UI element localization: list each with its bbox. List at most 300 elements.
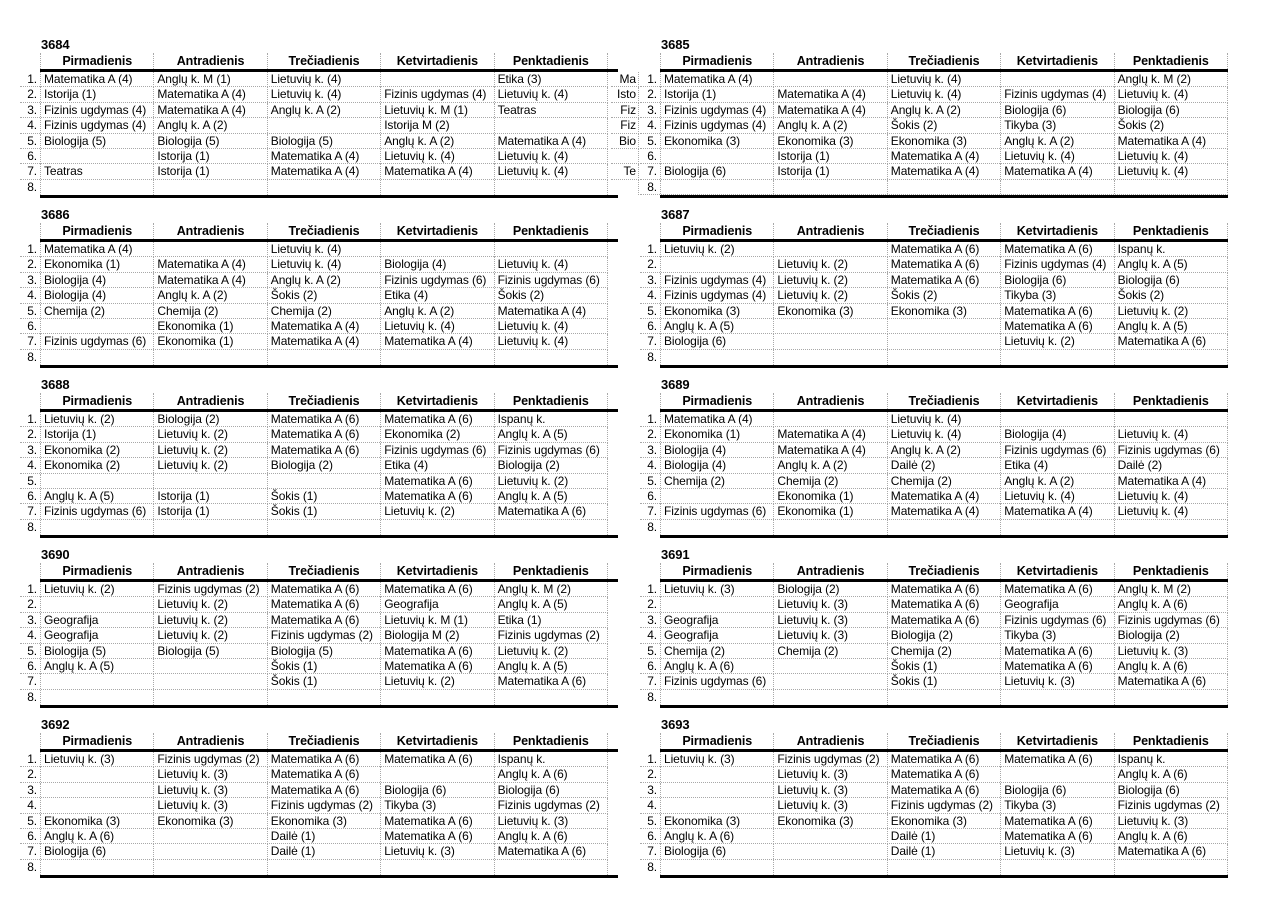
row-number: 6.: [647, 828, 657, 843]
lesson-cell: Tikyba (3): [1000, 798, 1113, 813]
lesson-cell: [1000, 412, 1113, 427]
lesson-cell: Lietuvių k. (2): [40, 582, 153, 597]
class-timetable-3688: [20, 377, 608, 547]
lesson-cell: Fizinis ugdymas (2): [494, 628, 607, 643]
lesson-cell: Matematika A (4): [153, 87, 266, 102]
lesson-cell: Biologija (6): [660, 334, 773, 349]
lesson-row: [640, 474, 1228, 489]
lesson-cell: Biologija (5): [267, 134, 380, 149]
lesson-cell: Fizinis ugdymas (6): [1000, 443, 1113, 458]
lesson-cell: Matematika A (6): [380, 644, 493, 659]
row-number: 4.: [27, 798, 37, 813]
lesson-cell: Teatras: [494, 103, 607, 118]
row-number: 8.: [647, 689, 657, 704]
lesson-row: [20, 520, 608, 535]
class-id: 3691: [661, 547, 690, 562]
lesson-cell: [494, 118, 607, 133]
row-number: 8.: [647, 349, 657, 364]
timetable-body: [640, 412, 1228, 535]
lesson-cell: Matematika A (4): [1114, 134, 1227, 149]
lesson-cell: [40, 767, 153, 782]
row-number: 1.: [647, 72, 657, 86]
class-timetable-3693: [640, 717, 1228, 887]
lesson-cell: [773, 674, 886, 689]
lesson-cell: [773, 659, 886, 674]
lesson-cell: Ekonomika (3): [773, 814, 886, 829]
lesson-row: [20, 752, 608, 767]
lesson-cell: Etika (4): [380, 288, 493, 303]
day-header: Antradienis: [773, 563, 886, 579]
day-header: Ketvirtadienis: [380, 223, 493, 239]
lesson-row: [640, 860, 1228, 875]
day-header: Trečiadienis: [267, 563, 380, 579]
lesson-cell: [887, 180, 1000, 195]
lesson-cell: Matematika A (6): [267, 582, 380, 597]
lesson-row: [640, 489, 1228, 504]
lesson-cell: Biologija (6): [660, 164, 773, 179]
lesson-cell: Biologija (6): [1000, 783, 1113, 798]
lesson-cell: [153, 659, 266, 674]
lesson-cell: [1114, 860, 1227, 875]
lesson-cell: Matematika A (6): [887, 273, 1000, 288]
lesson-cell: Anglų k. A (5): [494, 597, 607, 612]
day-header: Trečiadienis: [887, 563, 1000, 579]
lesson-cell: Tikyba (3): [380, 798, 493, 813]
row-number: 1.: [647, 242, 657, 256]
lesson-cell: [153, 242, 266, 257]
row-number: 3.: [27, 442, 37, 457]
lesson-row: [20, 644, 608, 659]
lesson-cell: Lietuvių k. (4): [887, 427, 1000, 442]
lesson-cell: Ekonomika (3): [887, 814, 1000, 829]
row-number: 5.: [27, 133, 37, 148]
overflow-fragment: Te: [611, 164, 639, 179]
lesson-cell: [660, 520, 773, 535]
row-number: 2.: [27, 767, 37, 782]
lesson-cell: [773, 412, 886, 427]
day-header: Penktadienis: [494, 563, 607, 579]
row-number: 7.: [647, 674, 657, 689]
lesson-cell: Lietuvių k. (4): [1114, 427, 1227, 442]
lesson-cell: [380, 767, 493, 782]
clipped-overflow-column: [611, 72, 639, 195]
lesson-cell: Lietuvių k. (3): [1114, 814, 1227, 829]
row-number: 3.: [27, 272, 37, 287]
day-header: Pirmadienis: [40, 733, 153, 749]
lesson-cell: Ekonomika (3): [887, 134, 1000, 149]
lesson-cell: Anglų k. A (6): [1114, 767, 1227, 782]
day-header-row: [20, 563, 608, 579]
lesson-cell: Šokis (1): [267, 659, 380, 674]
lesson-row: [20, 180, 608, 195]
lesson-row: [640, 257, 1228, 272]
lesson-cell: Biologija (4): [1000, 427, 1113, 442]
lesson-cell: Tikyba (3): [1000, 628, 1113, 643]
row-number: 8.: [27, 859, 37, 874]
lesson-cell: [1114, 690, 1227, 705]
day-header: Antradienis: [773, 393, 886, 409]
lesson-cell: Šokis (2): [887, 118, 1000, 133]
lesson-cell: [380, 242, 493, 257]
day-header: Penktadienis: [494, 223, 607, 239]
lesson-cell: Matematika A (6): [1000, 752, 1113, 767]
lesson-cell: [773, 334, 886, 349]
lesson-row: [20, 613, 608, 628]
lesson-cell: Matematika A (6): [1000, 829, 1113, 844]
lesson-cell: Anglų k. A (6): [660, 829, 773, 844]
lesson-cell: [40, 149, 153, 164]
lesson-cell: Tikyba (3): [1000, 288, 1113, 303]
lesson-row: [640, 458, 1228, 473]
row-number: 3.: [647, 612, 657, 627]
day-header: Trečiadienis: [267, 223, 380, 239]
day-header: Penktadienis: [494, 733, 607, 749]
lesson-cell: [887, 334, 1000, 349]
lesson-cell: Matematika A (6): [887, 767, 1000, 782]
lesson-cell: Ekonomika (1): [153, 319, 266, 334]
lesson-cell: Anglų k. A (2): [153, 288, 266, 303]
lesson-row: [20, 690, 608, 705]
lesson-row: [640, 350, 1228, 365]
lesson-cell: Matematika A (6): [887, 597, 1000, 612]
lesson-row: [20, 134, 608, 149]
lesson-cell: Anglų k. A (2): [1000, 474, 1113, 489]
row-number: 1.: [647, 752, 657, 766]
lesson-cell: Ekonomika (3): [887, 304, 1000, 319]
day-header: Trečiadienis: [887, 53, 1000, 69]
day-header: Ketvirtadienis: [380, 733, 493, 749]
lesson-cell: [153, 860, 266, 875]
lesson-cell: [40, 180, 153, 195]
timetable-body: [20, 412, 608, 535]
lesson-row: [640, 427, 1228, 442]
lesson-row: [20, 149, 608, 164]
lesson-cell: Lietuvių k. (3): [153, 767, 266, 782]
row-number: 8.: [27, 689, 37, 704]
lesson-cell: Fizinis ugdymas (4): [40, 103, 153, 118]
timetable-body: [20, 72, 608, 195]
lesson-row: [20, 87, 608, 102]
lesson-cell: [380, 350, 493, 365]
row-number: 2.: [27, 257, 37, 272]
lesson-cell: Biologija (5): [40, 134, 153, 149]
day-header: Ketvirtadienis: [1000, 563, 1113, 579]
lesson-cell: Biologija (4): [380, 257, 493, 272]
day-header: Ketvirtadienis: [1000, 733, 1113, 749]
lesson-cell: [773, 180, 886, 195]
row-number: 4.: [647, 458, 657, 473]
class-id: 3692: [41, 717, 70, 732]
lesson-cell: Chemija (2): [773, 644, 886, 659]
lesson-cell: Matematika A (6): [494, 844, 607, 859]
lesson-cell: Lietuvių k. (4): [380, 319, 493, 334]
lesson-row: [640, 582, 1228, 597]
lesson-cell: Lietuvių k. (3): [773, 798, 886, 813]
lesson-cell: Fizinis ugdymas (4): [660, 103, 773, 118]
lesson-cell: Istorija M (2): [380, 118, 493, 133]
row-number: 7.: [27, 674, 37, 689]
lesson-cell: [1114, 350, 1227, 365]
lesson-cell: Geografija: [40, 613, 153, 628]
lesson-cell: [380, 690, 493, 705]
lesson-cell: Biologija (6): [494, 783, 607, 798]
lesson-cell: Ekonomika (1): [660, 427, 773, 442]
lesson-cell: Lietuvių k. (2): [494, 474, 607, 489]
lesson-cell: Lietuvių k. (2): [660, 242, 773, 257]
header-number-spacer: [20, 223, 40, 239]
lesson-cell: [153, 844, 266, 859]
lesson-row: [640, 180, 1228, 195]
lesson-cell: [660, 257, 773, 272]
day-header-row: [20, 393, 608, 409]
lesson-row: [20, 412, 608, 427]
lesson-cell: Matematika A (6): [380, 814, 493, 829]
lesson-cell: Matematika A (4): [153, 257, 266, 272]
row-number: 5.: [27, 813, 37, 828]
lesson-cell: Lietuvių k. (4): [887, 87, 1000, 102]
lesson-cell: Fizinis ugdymas (4): [1000, 87, 1113, 102]
day-header: Pirmadienis: [660, 393, 773, 409]
lesson-cell: Fizinis ugdymas (6): [660, 504, 773, 519]
lesson-row: [640, 829, 1228, 844]
day-header: Penktadienis: [494, 393, 607, 409]
lesson-cell: Ekonomika (1): [153, 334, 266, 349]
day-header: Trečiadienis: [267, 53, 380, 69]
lesson-cell: Istorija (1): [153, 489, 266, 504]
lesson-cell: Anglų k. A (6): [40, 829, 153, 844]
lesson-cell: Biologija (5): [267, 644, 380, 659]
row-number: 2.: [647, 257, 657, 272]
lesson-cell: Lietuvių k. (3): [1000, 674, 1113, 689]
row-number: 4.: [27, 458, 37, 473]
lesson-cell: Fizinis ugdymas (6): [380, 273, 493, 288]
lesson-cell: Anglų k. A (2): [887, 103, 1000, 118]
row-number: 5.: [647, 643, 657, 658]
day-header: Pirmadienis: [40, 563, 153, 579]
lesson-cell: Ekonomika (3): [660, 134, 773, 149]
lesson-row: [640, 304, 1228, 319]
day-header: Pirmadienis: [40, 223, 153, 239]
lesson-row: [20, 814, 608, 829]
lesson-cell: [494, 350, 607, 365]
lesson-cell: Anglų k. A (5): [1114, 319, 1227, 334]
lesson-cell: Ekonomika (3): [660, 304, 773, 319]
lesson-cell: Fizinis ugdymas (2): [494, 798, 607, 813]
lesson-row: [20, 288, 608, 303]
lesson-cell: [773, 844, 886, 859]
lesson-cell: Anglų k. A (6): [1114, 829, 1227, 844]
row-number: 2.: [647, 597, 657, 612]
lesson-cell: Lietuvių k. (4): [887, 412, 1000, 427]
lesson-row: [640, 334, 1228, 349]
lesson-row: [20, 829, 608, 844]
header-number-spacer: [640, 733, 660, 749]
lesson-cell: Lietuvių k. (4): [494, 257, 607, 272]
class-id: 3687: [661, 207, 690, 222]
lesson-cell: Anglų k. A (5): [494, 489, 607, 504]
lesson-row: [640, 520, 1228, 535]
lesson-row: [640, 783, 1228, 798]
lesson-cell: Matematika A (6): [267, 597, 380, 612]
lesson-cell: Lietuvių k. (2): [1000, 334, 1113, 349]
lesson-cell: Matematika A (6): [267, 427, 380, 442]
lesson-cell: Lietuvių k. (4): [380, 149, 493, 164]
lesson-cell: Šokis (1): [887, 659, 1000, 674]
lesson-row: [640, 118, 1228, 133]
lesson-cell: Ekonomika (1): [773, 489, 886, 504]
lesson-row: [20, 860, 608, 875]
lesson-cell: [660, 597, 773, 612]
lesson-cell: [1114, 180, 1227, 195]
row-number: 2.: [647, 767, 657, 782]
lesson-cell: Šokis (1): [267, 674, 380, 689]
lesson-cell: [40, 520, 153, 535]
row-number: 8.: [27, 349, 37, 364]
lesson-cell: Lietuvių k. (3): [153, 798, 266, 813]
lesson-cell: Chemija (2): [153, 304, 266, 319]
lesson-cell: [267, 474, 380, 489]
row-number: 1.: [27, 752, 37, 766]
day-header: Antradienis: [153, 53, 266, 69]
lesson-cell: Lietuvių k. (4): [494, 149, 607, 164]
lesson-cell: [660, 690, 773, 705]
lesson-row: [20, 458, 608, 473]
lesson-cell: Matematika A (6): [1000, 814, 1113, 829]
overflow-fragment: Ma: [611, 72, 639, 87]
lesson-cell: [267, 690, 380, 705]
lesson-cell: Anglų k. M (2): [1114, 582, 1227, 597]
lesson-cell: Istorija (1): [773, 164, 886, 179]
lesson-cell: [40, 474, 153, 489]
lesson-row: [20, 304, 608, 319]
lesson-cell: Šokis (1): [887, 674, 1000, 689]
row-number: 6.: [647, 318, 657, 333]
lesson-row: [640, 644, 1228, 659]
lesson-cell: Fizinis ugdymas (6): [1114, 613, 1227, 628]
class-id: 3693: [661, 717, 690, 732]
lesson-cell: Biologija (2): [494, 458, 607, 473]
lesson-cell: Matematika A (6): [887, 242, 1000, 257]
lesson-cell: Matematika A (4): [267, 164, 380, 179]
day-header: Penktadienis: [1114, 223, 1227, 239]
lesson-cell: Šokis (2): [1114, 288, 1227, 303]
day-header: Antradienis: [153, 563, 266, 579]
lesson-cell: Lietuvių k. (2): [153, 628, 266, 643]
overflow-fragment: Isto: [611, 87, 639, 102]
lesson-cell: Matematika A (6): [1000, 242, 1113, 257]
lesson-cell: Anglų k. A (5): [40, 489, 153, 504]
row-number: 5.: [27, 303, 37, 318]
lesson-cell: Matematika A (4): [494, 134, 607, 149]
lesson-cell: [40, 597, 153, 612]
lesson-cell: Matematika A (6): [887, 752, 1000, 767]
lesson-cell: Matematika A (4): [267, 334, 380, 349]
lesson-cell: Lietuvių k. (3): [153, 783, 266, 798]
lesson-cell: Dailė (1): [267, 844, 380, 859]
lesson-row: [640, 798, 1228, 813]
row-number: 5.: [647, 133, 657, 148]
lesson-cell: Matematika A (6): [267, 443, 380, 458]
lesson-cell: Lietuvių k. (2): [380, 674, 493, 689]
row-number: 6.: [647, 148, 657, 163]
lesson-cell: [1000, 767, 1113, 782]
row-number: 3.: [647, 782, 657, 797]
lesson-cell: Geografija: [1000, 597, 1113, 612]
lesson-cell: Etika (1): [494, 613, 607, 628]
day-header-row: [20, 223, 608, 239]
lesson-cell: Matematika A (4): [267, 149, 380, 164]
row-number: 8.: [27, 519, 37, 534]
lesson-cell: [153, 474, 266, 489]
lesson-cell: [887, 350, 1000, 365]
lesson-cell: Chemija (2): [887, 644, 1000, 659]
lesson-cell: Matematika A (6): [380, 412, 493, 427]
lesson-cell: [153, 690, 266, 705]
lesson-cell: Lietuvių k. (3): [660, 582, 773, 597]
lesson-cell: Ekonomika (1): [40, 257, 153, 272]
lesson-row: [640, 767, 1228, 782]
row-number: 4.: [647, 798, 657, 813]
lesson-cell: Lietuvių k. (3): [773, 597, 886, 612]
day-header-row: [640, 53, 1228, 69]
lesson-cell: [153, 829, 266, 844]
lesson-cell: Biologija (4): [660, 443, 773, 458]
row-number: 6.: [27, 828, 37, 843]
lesson-row: [20, 582, 608, 597]
lesson-row: [20, 783, 608, 798]
day-header: Trečiadienis: [887, 393, 1000, 409]
lesson-cell: Matematika A (4): [887, 164, 1000, 179]
row-number: 2.: [647, 87, 657, 102]
lesson-cell: Biologija (5): [153, 134, 266, 149]
row-number: 2.: [27, 427, 37, 442]
class-timetable-3686: [20, 207, 608, 377]
day-header: Antradienis: [153, 393, 266, 409]
row-number: 3.: [647, 272, 657, 287]
bottom-rule: [660, 195, 1228, 198]
lesson-cell: Matematika A (6): [1000, 304, 1113, 319]
lesson-cell: Chemija (2): [773, 474, 886, 489]
lesson-cell: Biologija M (2): [380, 628, 493, 643]
lesson-cell: Lietuvių k. (2): [380, 504, 493, 519]
lesson-row: [20, 659, 608, 674]
overflow-fragment: Fiz: [611, 118, 639, 133]
bottom-rule: [660, 365, 1228, 368]
lesson-cell: [773, 72, 886, 87]
lesson-row: [640, 443, 1228, 458]
day-header: Penktadienis: [1114, 563, 1227, 579]
row-number: 1.: [27, 582, 37, 596]
day-header: Pirmadienis: [660, 223, 773, 239]
lesson-cell: Anglų k. A (6): [1114, 597, 1227, 612]
lesson-cell: Matematika A (4): [1000, 164, 1113, 179]
bottom-rule: [40, 705, 618, 708]
overflow-fragment: Fiz: [611, 103, 639, 118]
lesson-cell: Ekonomika (2): [380, 427, 493, 442]
row-number: 2.: [27, 87, 37, 102]
lesson-row: [640, 628, 1228, 643]
day-header: Ketvirtadienis: [1000, 223, 1113, 239]
class-id: 3684: [41, 37, 70, 52]
lesson-cell: Matematika A (4): [887, 504, 1000, 519]
lesson-cell: [887, 860, 1000, 875]
lesson-cell: Matematika A (6): [380, 752, 493, 767]
lesson-cell: Lietuvių k. (4): [1000, 489, 1113, 504]
class-timetable-3684: [20, 37, 608, 207]
lesson-cell: [40, 798, 153, 813]
lesson-row: [20, 489, 608, 504]
row-number: 5.: [647, 813, 657, 828]
